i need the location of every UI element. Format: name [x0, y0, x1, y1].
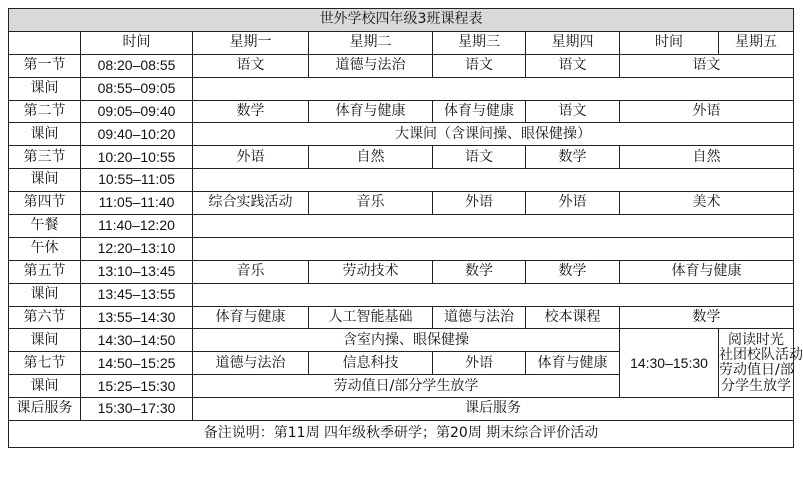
- friday-cell: 自然: [620, 146, 794, 169]
- period-label: 第三节: [9, 146, 81, 169]
- period-time: 08:55–09:05: [81, 77, 193, 100]
- table-title: 世外学校四年级3班课程表: [9, 9, 794, 32]
- period-label: 课后服务: [9, 398, 81, 421]
- note-row: [9, 421, 794, 448]
- period-label: 课间: [9, 77, 81, 100]
- friday-activity-line: 阅读时光: [728, 331, 785, 348]
- period-time: 14:50–15:25: [81, 352, 193, 375]
- period-label: 课间: [9, 169, 81, 192]
- header-corner: [9, 31, 81, 54]
- period-label: 课间: [9, 329, 81, 352]
- friday-cell: 数学: [620, 306, 794, 329]
- period-time: 10:55–11:05: [81, 169, 193, 192]
- break-span-cell: 劳动值日/部分学生放学: [193, 375, 620, 398]
- wednesday-cell: 数学: [433, 260, 526, 283]
- friday-cell: 体育与健康: [620, 260, 794, 283]
- header-wednesday: 星期三: [433, 31, 526, 54]
- header-time: 时间: [81, 31, 193, 54]
- period-label: 午休: [9, 237, 81, 260]
- wednesday-cell: 外语: [433, 192, 526, 215]
- period-time: 15:25–15:30: [81, 375, 193, 398]
- wednesday-cell: 语文: [433, 146, 526, 169]
- thursday-cell: 数学: [526, 146, 620, 169]
- header-friday: 星期五: [719, 31, 794, 54]
- period-label: 第一节: [9, 54, 81, 77]
- monday-cell: 外语: [193, 146, 309, 169]
- schedule-row: [9, 306, 794, 329]
- break-span-cell: [193, 237, 794, 260]
- period-time: 11:05–11:40: [81, 192, 193, 215]
- period-label: 第五节: [9, 260, 81, 283]
- wednesday-cell: 语文: [433, 54, 526, 77]
- break-span-cell: [193, 77, 794, 100]
- break-span-cell: [193, 283, 794, 306]
- header-row: [9, 31, 794, 54]
- break-row: [9, 169, 794, 192]
- period-label: 课间: [9, 375, 81, 398]
- monday-cell: 道德与法治: [193, 352, 309, 375]
- break-row: [9, 123, 794, 146]
- thursday-cell: 校本课程: [526, 306, 620, 329]
- schedule-row: [9, 192, 794, 215]
- schedule-row: [9, 260, 794, 283]
- period-time: 11:40–12:20: [81, 215, 193, 238]
- wednesday-cell: 道德与法治: [433, 306, 526, 329]
- period-time: 13:10–13:45: [81, 260, 193, 283]
- period-time: 09:05–09:40: [81, 100, 193, 123]
- thursday-cell: 外语: [526, 192, 620, 215]
- friday-afternoon-activities: [719, 329, 803, 398]
- schedule-row: [9, 100, 794, 123]
- tuesday-cell: 劳动技术: [309, 260, 433, 283]
- schedule-row: [9, 54, 794, 77]
- period-time: 10:20–10:55: [81, 146, 193, 169]
- break-span-cell: [193, 215, 794, 238]
- wednesday-cell: 外语: [433, 352, 526, 375]
- thursday-cell: 语文: [526, 54, 620, 77]
- period-time: 14:30–14:50: [81, 329, 193, 352]
- break-row: [9, 283, 794, 306]
- break-row: [9, 77, 794, 100]
- tuesday-cell: 信息科技: [309, 352, 433, 375]
- friday-afternoon-time: 14:30–15:30: [620, 329, 719, 398]
- header-friday-time: 时间: [620, 31, 719, 54]
- period-time: 13:45–13:55: [81, 283, 193, 306]
- friday-cell: 外语: [620, 100, 794, 123]
- period-time: 09:40–10:20: [81, 123, 193, 146]
- thursday-cell: 数学: [526, 260, 620, 283]
- after-school-span-cell: 课后服务: [193, 398, 794, 421]
- note-text: 备注说明：第11周 四年级秋季研学；第20周 期末综合评价活动: [9, 421, 794, 448]
- schedule-row: [9, 146, 794, 169]
- header-monday: 星期一: [193, 31, 309, 54]
- tuesday-cell: 音乐: [309, 192, 433, 215]
- monday-cell: 语文: [193, 54, 309, 77]
- after-school-row: [9, 398, 794, 421]
- period-label: 课间: [9, 283, 81, 306]
- period-time: 12:20–13:10: [81, 237, 193, 260]
- friday-cell: 美术: [620, 192, 794, 215]
- monday-cell: 音乐: [193, 260, 309, 283]
- thursday-cell: 体育与健康: [526, 352, 620, 375]
- period-time: 08:20–08:55: [81, 54, 193, 77]
- friday-cell: 语文: [620, 54, 794, 77]
- monday-cell: 数学: [193, 100, 309, 123]
- break-span-cell: [193, 169, 794, 192]
- break-span-cell: 含室内操、眼保健操: [193, 329, 620, 352]
- period-time: 13:55–14:30: [81, 306, 193, 329]
- monday-cell: 综合实践活动: [193, 192, 309, 215]
- period-label: 第二节: [9, 100, 81, 123]
- wednesday-cell: 体育与健康: [433, 100, 526, 123]
- tuesday-cell: 自然: [309, 146, 433, 169]
- schedule-table: [8, 8, 803, 448]
- period-label: 第四节: [9, 192, 81, 215]
- title-row: [9, 9, 794, 32]
- header-thursday: 星期四: [526, 31, 620, 54]
- monday-cell: 体育与健康: [193, 306, 309, 329]
- tuesday-cell: 道德与法治: [309, 54, 433, 77]
- friday-activity-line: 社团校队活动: [719, 346, 803, 363]
- break-row: [9, 329, 794, 352]
- header-tuesday: 星期二: [309, 31, 433, 54]
- period-label: 第七节: [9, 352, 81, 375]
- period-time: 15:30–17:30: [81, 398, 193, 421]
- period-label: 第六节: [9, 306, 81, 329]
- period-label: 课间: [9, 123, 81, 146]
- period-label: 午餐: [9, 215, 81, 238]
- thursday-cell: 语文: [526, 100, 620, 123]
- break-row: [9, 215, 794, 238]
- friday-activity-line: 劳动值日/部: [719, 362, 794, 379]
- friday-activity-line: 分学生放学: [721, 377, 792, 394]
- tuesday-cell: 人工智能基础: [309, 306, 433, 329]
- break-span-cell: 大课间（含课间操、眼保健操）: [193, 123, 794, 146]
- break-row: [9, 237, 794, 260]
- tuesday-cell: 体育与健康: [309, 100, 433, 123]
